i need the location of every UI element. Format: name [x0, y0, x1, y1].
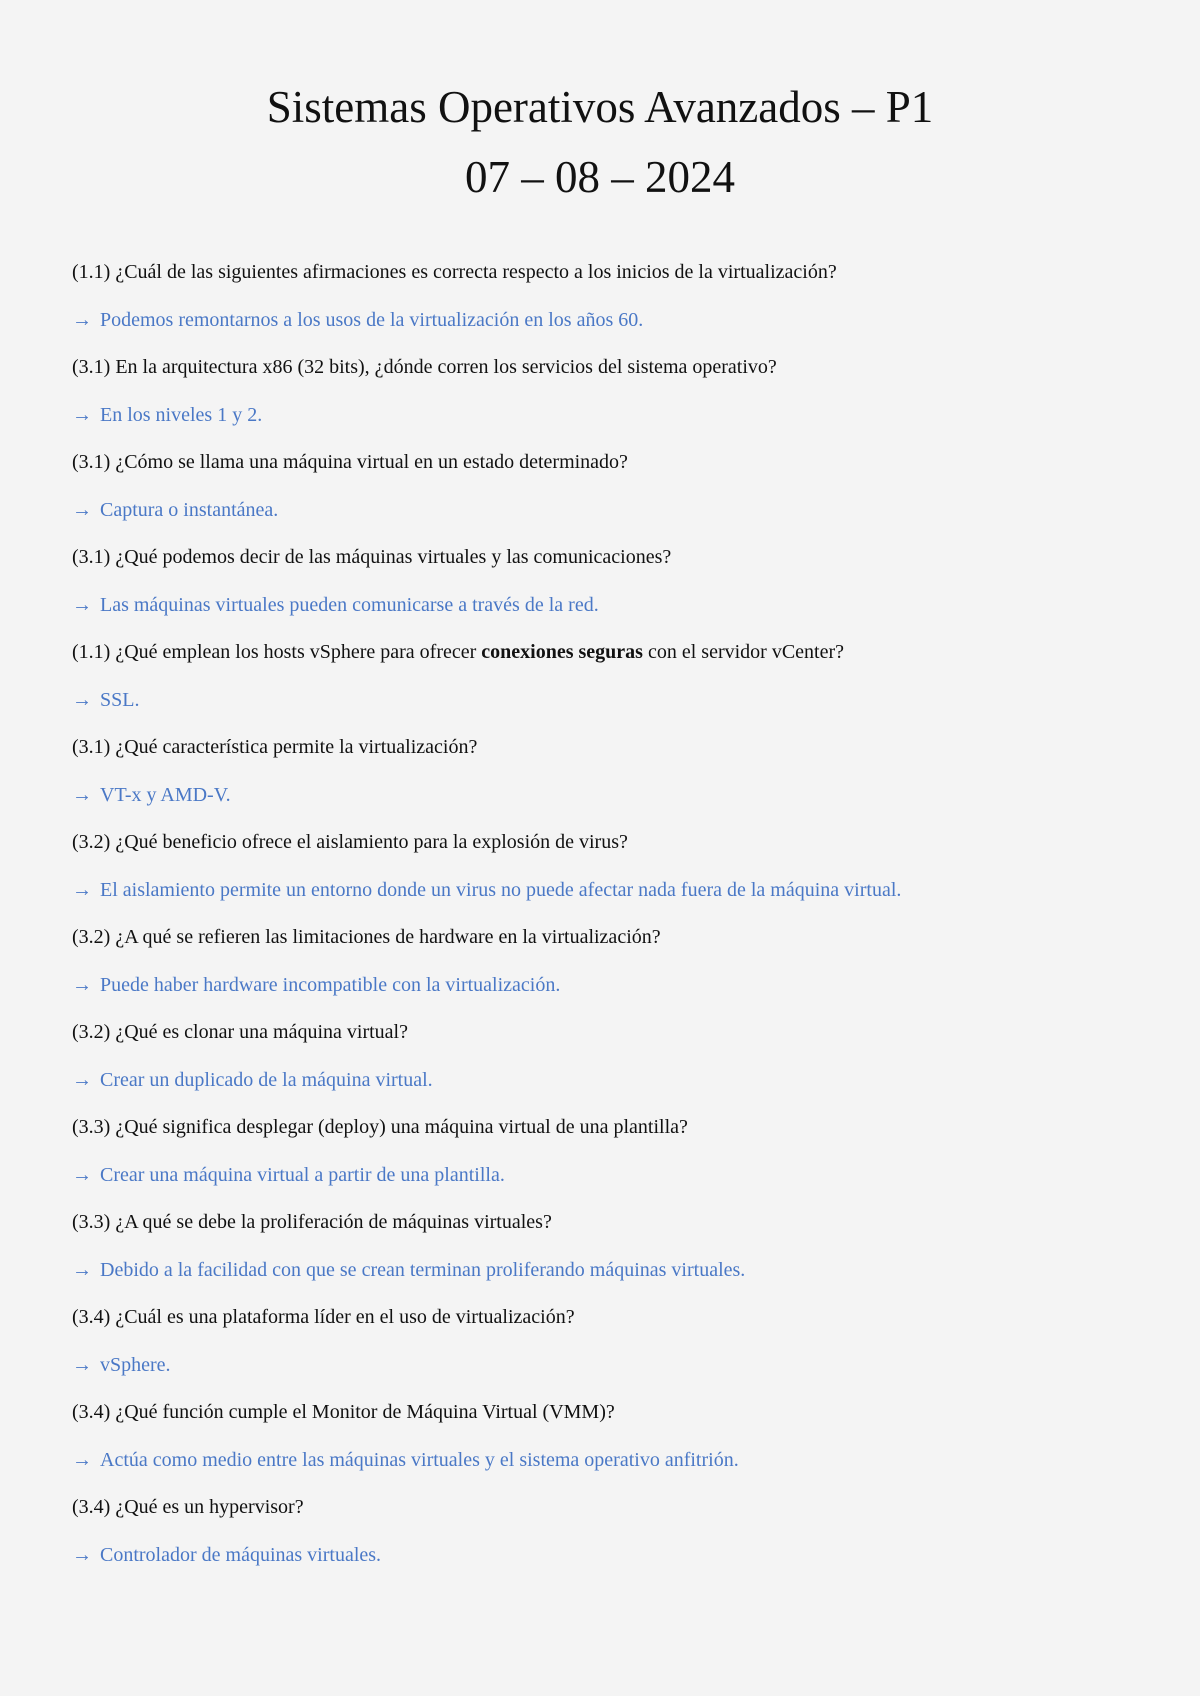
qa-item — [72, 1300, 1182, 1395]
question-text — [72, 540, 1182, 588]
document-date: 07 – 08 – 2024 — [465, 152, 735, 202]
answer-text — [72, 1158, 1182, 1206]
question-text — [72, 825, 1182, 873]
question-text — [72, 730, 1182, 778]
question-text — [72, 350, 1182, 398]
answer-segment: Podemos remontarnos a los usos de la virtualización en los años 60. — [100, 308, 644, 331]
answer-segment: Crear una máquina virtual a partir de una plantilla. — [100, 1163, 505, 1186]
qa-item — [72, 730, 1182, 825]
qa-item — [72, 1205, 1182, 1300]
arrow-right-icon: → — [72, 498, 92, 521]
question-text — [72, 1395, 1182, 1443]
answer-text — [72, 1538, 1182, 1586]
question-text — [72, 255, 1182, 303]
answer-text — [72, 493, 1182, 541]
answer-segment: SSL. — [100, 688, 140, 711]
question-segment: (1.1) ¿Qué emplean los hosts vSphere para ofrecer — [72, 641, 482, 663]
title-block — [0, 72, 1200, 212]
answer-text — [72, 873, 1182, 921]
answer-segment: Las máquinas virtuales pueden comunicarse a través de la red. — [100, 593, 599, 616]
arrow-right-icon: → — [72, 1068, 92, 1091]
question-text — [72, 445, 1182, 493]
answer-text — [72, 683, 1182, 731]
arrow-right-icon: → — [72, 878, 92, 901]
question-segment: (3.1) ¿Qué podemos decir de las máquinas virtuales y las comunicaciones? — [72, 546, 672, 568]
arrow-right-icon: → — [72, 973, 92, 996]
question-segment: (3.1) ¿Qué característica permite la virtualización? — [72, 736, 478, 758]
qa-item — [72, 635, 1182, 730]
qa-item — [72, 445, 1182, 540]
arrow-right-icon: → — [72, 783, 92, 806]
arrow-right-icon: → — [72, 1448, 92, 1471]
answer-text — [72, 588, 1182, 636]
arrow-right-icon: → — [72, 403, 92, 426]
question-answer-list — [72, 255, 1182, 1585]
answer-segment: Controlador de máquinas virtuales. — [100, 1543, 382, 1566]
answer-segment: Puede haber hardware incompatible con la virtualización. — [100, 973, 561, 996]
question-segment: (1.1) ¿Cuál de las siguientes afirmaciones es correcta respecto a los inicios de la virtualización? — [72, 261, 837, 283]
answer-text — [72, 1063, 1182, 1111]
question-segment: (3.3) ¿Qué significa desplegar (deploy) una máquina virtual de una plantilla? — [72, 1116, 688, 1138]
qa-item — [72, 255, 1182, 350]
answer-segment: Debido a la facilidad con que se crean terminan proliferando máquinas virtuales. — [100, 1258, 746, 1281]
answer-text — [72, 398, 1182, 446]
answer-segment: Captura o instantánea. — [100, 498, 279, 521]
question-segment: (3.1) En la arquitectura x86 (32 bits), ¿dónde corren los servicios del sistema operativo? — [72, 356, 777, 378]
document-title: Sistemas Operativos Avanzados – P1 — [266, 82, 934, 132]
answer-text — [72, 1443, 1182, 1491]
answer-text — [72, 1348, 1182, 1396]
question-text — [72, 1015, 1182, 1063]
answer-segment: VT-x y AMD-V. — [100, 783, 231, 806]
qa-item — [72, 825, 1182, 920]
arrow-right-icon: → — [72, 308, 92, 331]
question-text — [72, 920, 1182, 968]
arrow-right-icon: → — [72, 1258, 92, 1281]
question-segment: (3.4) ¿Cuál es una plataforma líder en el uso de virtualización? — [72, 1306, 575, 1328]
qa-item — [72, 1110, 1182, 1205]
question-text — [72, 1490, 1182, 1538]
arrow-right-icon: → — [72, 1543, 92, 1566]
question-segment: (3.4) ¿Qué función cumple el Monitor de Máquina Virtual (VMM)? — [72, 1401, 615, 1423]
arrow-right-icon: → — [72, 1163, 92, 1186]
answer-segment: El aislamiento permite un entorno donde un virus no puede afectar nada fuera de la máquina virtual. — [100, 878, 902, 901]
question-segment: con el servidor vCenter? — [642, 641, 845, 663]
question-text — [72, 1110, 1182, 1158]
answer-text — [72, 778, 1182, 826]
arrow-right-icon: → — [72, 688, 92, 711]
qa-item — [72, 350, 1182, 445]
question-segment: (3.2) ¿Qué beneficio ofrece el aislamiento para la explosión de virus? — [72, 831, 628, 853]
answer-text — [72, 303, 1182, 351]
answer-text — [72, 1253, 1182, 1301]
question-segment: (3.3) ¿A qué se debe la proliferación de máquinas virtuales? — [72, 1211, 552, 1233]
question-segment: (3.1) ¿Cómo se llama una máquina virtual en un estado determinado? — [72, 451, 628, 473]
answer-segment: Actúa como medio entre las máquinas virtuales y el sistema operativo anfitrión. — [100, 1448, 739, 1471]
question-segment: (3.2) ¿Qué es clonar una máquina virtual? — [72, 1021, 408, 1043]
qa-item — [72, 1015, 1182, 1110]
arrow-right-icon: → — [72, 1353, 92, 1376]
answer-segment: vSphere. — [100, 1353, 171, 1376]
question-text — [72, 635, 1182, 683]
qa-item — [72, 1490, 1182, 1585]
qa-item — [72, 1395, 1182, 1490]
question-segment: (3.4) ¿Qué es un hypervisor? — [72, 1496, 304, 1518]
qa-item — [72, 920, 1182, 1015]
question-segment: (3.2) ¿A qué se refieren las limitaciones de hardware en la virtualización? — [72, 926, 661, 948]
arrow-right-icon: → — [72, 593, 92, 616]
emphasized-text: conexiones seguras — [481, 641, 643, 663]
answer-segment: En los niveles 1 y 2. — [100, 403, 263, 426]
question-text — [72, 1300, 1182, 1348]
answer-segment: Crear un duplicado de la máquina virtual. — [100, 1068, 433, 1091]
question-text — [72, 1205, 1182, 1253]
qa-item — [72, 540, 1182, 635]
answer-text — [72, 968, 1182, 1016]
